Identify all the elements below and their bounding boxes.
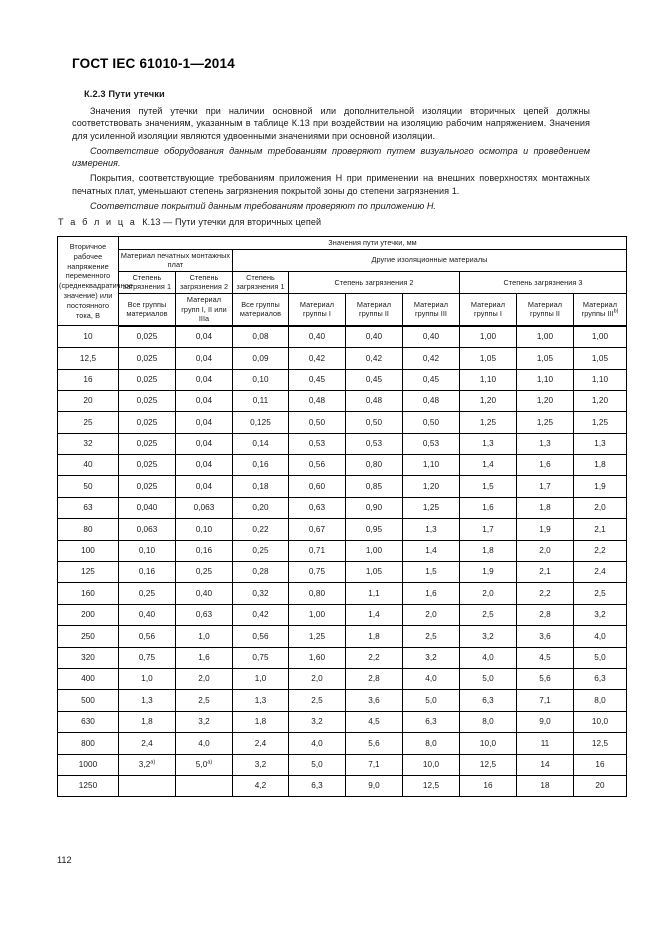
cell-value: 2,8 [517, 604, 574, 625]
cell-value: 0,25 [176, 562, 233, 583]
cell-value: 1,00 [346, 540, 403, 561]
cell-value [119, 775, 176, 796]
cell-value: 1,6 [403, 583, 460, 604]
cell-value: 1,00 [289, 604, 346, 625]
cell-value: 4,0 [289, 733, 346, 754]
cell-value: 1,05 [517, 348, 574, 369]
cell-voltage: 160 [58, 583, 119, 604]
cell-value: 1,10 [574, 369, 627, 390]
header-sub-group-ii-p2: Материал группы II [346, 293, 403, 325]
cell-value: 1,4 [346, 604, 403, 625]
footnote-marker-b: b) [613, 308, 619, 315]
cell-value: 0,75 [119, 647, 176, 668]
cell-value: 0,025 [119, 455, 176, 476]
cell-value: 1,9 [517, 519, 574, 540]
cell-value: 0,11 [233, 390, 289, 411]
cell-value: 1,8 [233, 711, 289, 732]
cell-value: 0,80 [346, 455, 403, 476]
cell-value: 3,2 [460, 626, 517, 647]
cell-value: 0,40 [346, 326, 403, 348]
cell-value: 6,3 [574, 669, 627, 690]
cell-value: 2,4 [119, 733, 176, 754]
cell-value: 0,25 [233, 540, 289, 561]
table-row [58, 369, 627, 390]
cell-value: 0,08 [233, 326, 289, 348]
header-sub-group-i-p2: Материал группы I [289, 293, 346, 325]
cell-value: 0,10 [176, 519, 233, 540]
cell-voltage: 500 [58, 690, 119, 711]
cell-value: 0,025 [119, 326, 176, 348]
footnote-marker-a: a) [207, 759, 213, 766]
cell-value: 0,45 [289, 369, 346, 390]
cell-voltage: 80 [58, 519, 119, 540]
cell-value: 1,05 [346, 562, 403, 583]
cell-value: 8,0 [460, 711, 517, 732]
cell-value: 1,7 [460, 519, 517, 540]
cell-value: 0,42 [233, 604, 289, 625]
paragraph-2: Соответствие оборудования данным требованиям проверяют путем визуального осмотра и проведением измерения. [72, 145, 590, 169]
cell-voltage: 10 [58, 326, 119, 348]
table-row [58, 326, 627, 348]
cell-value: 4,0 [403, 669, 460, 690]
cell-value: 12,5 [460, 754, 517, 775]
table-caption-text: К.13 — Пути утечки для вторичных цепей [142, 217, 322, 227]
cell-voltage: 400 [58, 669, 119, 690]
cell-value: 2,5 [574, 583, 627, 604]
cell-voltage: 25 [58, 412, 119, 433]
cell-value: 0,50 [403, 412, 460, 433]
cell-value: 0,10 [233, 369, 289, 390]
paragraph-1: Значения путей утечки при наличии основной или дополнительной изоляции вторичных цепей должны соответствовать значениям, указанным в таблице К.13 при воздействии на изоляцию рабочим напряжением. Значения для усиленной изоляции являются удвоенными значениями при основной изоляции. [72, 106, 590, 141]
footnote-marker-a: a) [150, 759, 156, 766]
header-voltage-column: Вторичное рабочее напряжение переменного (среднеквадратичное значение) или постоянного тока, В [58, 237, 119, 326]
cell-value: 2,0 [460, 583, 517, 604]
cell-value: 4,0 [460, 647, 517, 668]
cell-value: 3,2 [574, 604, 627, 625]
cell-value: 1,8 [119, 711, 176, 732]
cell-value: 0,80 [289, 583, 346, 604]
cell-value: 2,5 [289, 690, 346, 711]
cell-value: 0,56 [289, 455, 346, 476]
cell-value: 1,25 [574, 412, 627, 433]
table-row [58, 754, 627, 775]
cell-voltage: 20 [58, 390, 119, 411]
cell-value: 1,10 [460, 369, 517, 390]
cell-value: 0,45 [346, 369, 403, 390]
cell-value: 0,04 [176, 326, 233, 348]
cell-value: 0,04 [176, 348, 233, 369]
cell-value: 0,14 [233, 433, 289, 454]
cell-value: 1,8 [460, 540, 517, 561]
cell-value: 0,42 [403, 348, 460, 369]
cell-value: 7,1 [346, 754, 403, 775]
cell-voltage: 100 [58, 540, 119, 561]
cell-voltage: 800 [58, 733, 119, 754]
cell-value: 0,025 [119, 348, 176, 369]
cell-value: 0,40 [289, 326, 346, 348]
header-group-pcb: Материал печатных монтажных плат [119, 249, 233, 271]
cell-voltage: 40 [58, 455, 119, 476]
cell-value: 1,8 [517, 497, 574, 518]
cell-value: 4,0 [574, 626, 627, 647]
cell-value: 0,04 [176, 390, 233, 411]
cell-value: 1,8 [346, 626, 403, 647]
table-row [58, 604, 627, 625]
cell-value: 0,48 [346, 390, 403, 411]
cell-value: 6,3 [289, 775, 346, 796]
cell-value: 0,40 [403, 326, 460, 348]
header-pollution-2-pcb: Степень загрязнения 2 [176, 271, 233, 293]
header-sub-group-iii-p3 [574, 293, 627, 325]
cell-value: 0,63 [176, 604, 233, 625]
cell-value: 1,0 [176, 626, 233, 647]
cell-value: 1,10 [403, 455, 460, 476]
cell-value: 0,25 [119, 583, 176, 604]
header-sub-all-groups-a: Все группы материалов [119, 293, 176, 325]
cell-value: 6,3 [460, 690, 517, 711]
cell-value: 16 [460, 775, 517, 796]
header-pollution-2-other: Степень загрязнения 2 [289, 271, 460, 293]
cell-value: 1,3 [517, 433, 574, 454]
cell-voltage: 1000 [58, 754, 119, 775]
cell-value: 5,6 [346, 733, 403, 754]
cell-value: 4,0 [176, 733, 233, 754]
cell-value: 1,00 [574, 326, 627, 348]
cell-value: 1,05 [460, 348, 517, 369]
cell-value: 1,6 [517, 455, 574, 476]
cell-voltage: 320 [58, 647, 119, 668]
cell-voltage: 1250 [58, 775, 119, 796]
header-sub-group-iii-p3-text: Материал группы III [581, 299, 618, 319]
cell-value: 1,5 [403, 562, 460, 583]
cell-value: 0,04 [176, 476, 233, 497]
cell-value: 0,18 [233, 476, 289, 497]
cell-voltage: 200 [58, 604, 119, 625]
cell-value: 1,3 [460, 433, 517, 454]
cell-value: 0,53 [289, 433, 346, 454]
cell-value: 0,50 [289, 412, 346, 433]
table-caption [58, 217, 321, 227]
cell-voltage: 12,5 [58, 348, 119, 369]
cell-value: 3,2 [403, 647, 460, 668]
cell-value: 0,90 [346, 497, 403, 518]
table-row [58, 647, 627, 668]
header-group-other: Другие изоляционные материалы [233, 249, 627, 271]
cell-value: 0,20 [233, 497, 289, 518]
cell-value: 1,8 [574, 455, 627, 476]
cell-value: 1,3 [233, 690, 289, 711]
cell-value: 0,75 [233, 647, 289, 668]
cell-value: 0,85 [346, 476, 403, 497]
cell-value: 0,56 [233, 626, 289, 647]
cell-value: 0,063 [176, 497, 233, 518]
cell-voltage: 125 [58, 562, 119, 583]
cell-value: 0,16 [233, 455, 289, 476]
cell-value: 0,71 [289, 540, 346, 561]
header-sub-groups-i-ii-iiia: Материал групп I, II или IIIa [176, 293, 233, 325]
cell-value: 9,0 [346, 775, 403, 796]
cell-value: 1,4 [403, 540, 460, 561]
cell-value: 0,04 [176, 369, 233, 390]
cell-value: 3,2$^{a)}$ [119, 754, 176, 775]
cell-value: 0,125 [233, 412, 289, 433]
cell-value: 0,56 [119, 626, 176, 647]
cell-value: 1,00 [517, 326, 574, 348]
cell-voltage: 63 [58, 497, 119, 518]
table-row [58, 562, 627, 583]
cell-value: 1,20 [403, 476, 460, 497]
cell-value [176, 775, 233, 796]
table-row [58, 476, 627, 497]
cell-value: 1,9 [574, 476, 627, 497]
cell-value: 1,25 [289, 626, 346, 647]
table-row [58, 733, 627, 754]
cell-value: 4,2 [233, 775, 289, 796]
cell-value: 0,16 [176, 540, 233, 561]
table-body [58, 326, 627, 797]
cell-value: 3,2 [233, 754, 289, 775]
cell-value: 2,0 [403, 604, 460, 625]
cell-value: 1,20 [517, 390, 574, 411]
table-row [58, 711, 627, 732]
cell-value: 5,0 [289, 754, 346, 775]
cell-value: 2,0 [289, 669, 346, 690]
cell-value: 5,0 [460, 669, 517, 690]
cell-value: 2,8 [346, 669, 403, 690]
table-row [58, 775, 627, 796]
cell-value: 2,2 [517, 583, 574, 604]
cell-value: 1,20 [574, 390, 627, 411]
header-pollution-1-pcb: Степень загрязнения 1 [119, 271, 176, 293]
cell-value: 0,42 [346, 348, 403, 369]
section-title: К.2.3 Пути утечки [84, 89, 165, 99]
header-sub-group-ii-p3: Материал группы II [517, 293, 574, 325]
cell-value: 0,28 [233, 562, 289, 583]
cell-value: 1,25 [403, 497, 460, 518]
cell-value: 0,04 [176, 412, 233, 433]
cell-voltage: 16 [58, 369, 119, 390]
cell-value: 1,1 [346, 583, 403, 604]
cell-value: 1,10 [517, 369, 574, 390]
cell-voltage: 50 [58, 476, 119, 497]
header-row-4 [58, 293, 627, 325]
cell-value: 12,5 [574, 733, 627, 754]
standard-header: ГОСТ IEC 61010-1—2014 [72, 56, 235, 71]
cell-value: 0,40 [176, 583, 233, 604]
cell-value: 4,5 [346, 711, 403, 732]
table-row [58, 497, 627, 518]
cell-value: 1,05 [574, 348, 627, 369]
cell-value: 0,16 [119, 562, 176, 583]
header-sub-all-groups-b: Все группы материалов [233, 293, 289, 325]
cell-value: 0,063 [119, 519, 176, 540]
cell-value: 0,63 [289, 497, 346, 518]
cell-value: 0,04 [176, 455, 233, 476]
cell-value: 5,6 [517, 669, 574, 690]
cell-value: 0,45 [403, 369, 460, 390]
cell-value: 2,1 [517, 562, 574, 583]
table-row [58, 583, 627, 604]
cell-value: 1,3 [403, 519, 460, 540]
header-pollution-3-other: Степень загрязнения 3 [460, 271, 627, 293]
cell-value: 8,0 [403, 733, 460, 754]
cell-value: 18 [517, 775, 574, 796]
cell-value: 4,5 [517, 647, 574, 668]
cell-value: 1,0 [119, 669, 176, 690]
cell-value: 2,4 [574, 562, 627, 583]
cell-value: 1,25 [517, 412, 574, 433]
cell-value: 8,0 [574, 690, 627, 711]
cell-value: 2,2 [346, 647, 403, 668]
cell-value: 1,3 [119, 690, 176, 711]
cell-value: 0,32 [233, 583, 289, 604]
cell-value: 0,40 [119, 604, 176, 625]
cell-value: 0,48 [289, 390, 346, 411]
cell-value: 0,67 [289, 519, 346, 540]
table-row [58, 433, 627, 454]
leakage-paths-table [57, 236, 627, 797]
cell-value: 0,75 [289, 562, 346, 583]
cell-value: 0,025 [119, 476, 176, 497]
cell-value: 10,0 [403, 754, 460, 775]
cell-value: 1,0 [233, 669, 289, 690]
cell-value: 2,5 [460, 604, 517, 625]
cell-value: 3,6 [346, 690, 403, 711]
cell-value: 2,0 [517, 540, 574, 561]
header-sub-group-i-p3: Материал группы I [460, 293, 517, 325]
table-row [58, 626, 627, 647]
cell-value: 0,60 [289, 476, 346, 497]
cell-value: 3,2 [289, 711, 346, 732]
cell-value: 3,6 [517, 626, 574, 647]
cell-value: 10,0 [574, 711, 627, 732]
cell-value: 20 [574, 775, 627, 796]
cell-value: 5,0$^{a)}$ [176, 754, 233, 775]
cell-value: 0,09 [233, 348, 289, 369]
table-row [58, 690, 627, 711]
cell-value: 7,1 [517, 690, 574, 711]
table-caption-label: Т а б л и ц а [58, 217, 137, 227]
cell-value: 2,0 [574, 497, 627, 518]
cell-value: 0,025 [119, 433, 176, 454]
cell-value: 5,0 [574, 647, 627, 668]
cell-value: 2,5 [176, 690, 233, 711]
cell-value: 6,3 [403, 711, 460, 732]
cell-value: 0,48 [403, 390, 460, 411]
cell-value: 3,2 [176, 711, 233, 732]
cell-value: 1,4 [460, 455, 517, 476]
cell-value: 0,025 [119, 390, 176, 411]
header-row-2 [58, 249, 627, 271]
page-number: 112 [57, 855, 72, 865]
table-row [58, 455, 627, 476]
cell-value: 1,20 [460, 390, 517, 411]
cell-value: 1,25 [460, 412, 517, 433]
cell-value: 5,0 [403, 690, 460, 711]
table-row [58, 540, 627, 561]
cell-value: 0,50 [346, 412, 403, 433]
section-body [72, 89, 590, 215]
header-row-1 [58, 237, 627, 250]
header-sub-group-iii-p2: Материал группы III [403, 293, 460, 325]
table-row [58, 348, 627, 369]
cell-value: 0,10 [119, 540, 176, 561]
table-row [58, 519, 627, 540]
header-row-3 [58, 271, 627, 293]
cell-value: 1,6 [460, 497, 517, 518]
header-pollution-1-other: Степень загрязнения 1 [233, 271, 289, 293]
cell-value: 1,3 [574, 433, 627, 454]
cell-value: 2,2 [574, 540, 627, 561]
cell-value: 1,00 [460, 326, 517, 348]
cell-value: 2,5 [403, 626, 460, 647]
cell-value: 1,6 [176, 647, 233, 668]
cell-value: 12,5 [403, 775, 460, 796]
cell-value: 0,22 [233, 519, 289, 540]
table-row [58, 390, 627, 411]
cell-value: 0,025 [119, 412, 176, 433]
cell-value: 16 [574, 754, 627, 775]
cell-value: 0,025 [119, 369, 176, 390]
cell-voltage: 32 [58, 433, 119, 454]
cell-value: 1,7 [517, 476, 574, 497]
cell-value: 0,040 [119, 497, 176, 518]
cell-value: 10,0 [460, 733, 517, 754]
cell-value: 2,0 [176, 669, 233, 690]
cell-value: 2,1 [574, 519, 627, 540]
cell-value: 11 [517, 733, 574, 754]
table-row [58, 669, 627, 690]
table-head [58, 237, 627, 326]
paragraph-3: Покрытия, соответствующие требованиям приложения Н при применении на внешних поверхностях монтажных печатных плат, уменьшают степень загрязнения покрытой зоны до степени загрязнения 1. [72, 173, 590, 196]
cell-value: 0,95 [346, 519, 403, 540]
cell-value: 9,0 [517, 711, 574, 732]
cell-value: 1,9 [460, 562, 517, 583]
cell-value: 0,53 [403, 433, 460, 454]
table-row [58, 412, 627, 433]
cell-value: 0,53 [346, 433, 403, 454]
cell-value: 0,04 [176, 433, 233, 454]
cell-value: 0,42 [289, 348, 346, 369]
cell-value: 14 [517, 754, 574, 775]
cell-value: 1,5 [460, 476, 517, 497]
cell-value: 1,60 [289, 647, 346, 668]
cell-voltage: 630 [58, 711, 119, 732]
header-top-span: Значения пути утечки, мм [119, 237, 627, 250]
cell-voltage: 250 [58, 626, 119, 647]
cell-value: 2,4 [233, 733, 289, 754]
paragraph-4: Соответствие покрытий данным требованиям проверяют по приложению Н. [90, 201, 437, 212]
